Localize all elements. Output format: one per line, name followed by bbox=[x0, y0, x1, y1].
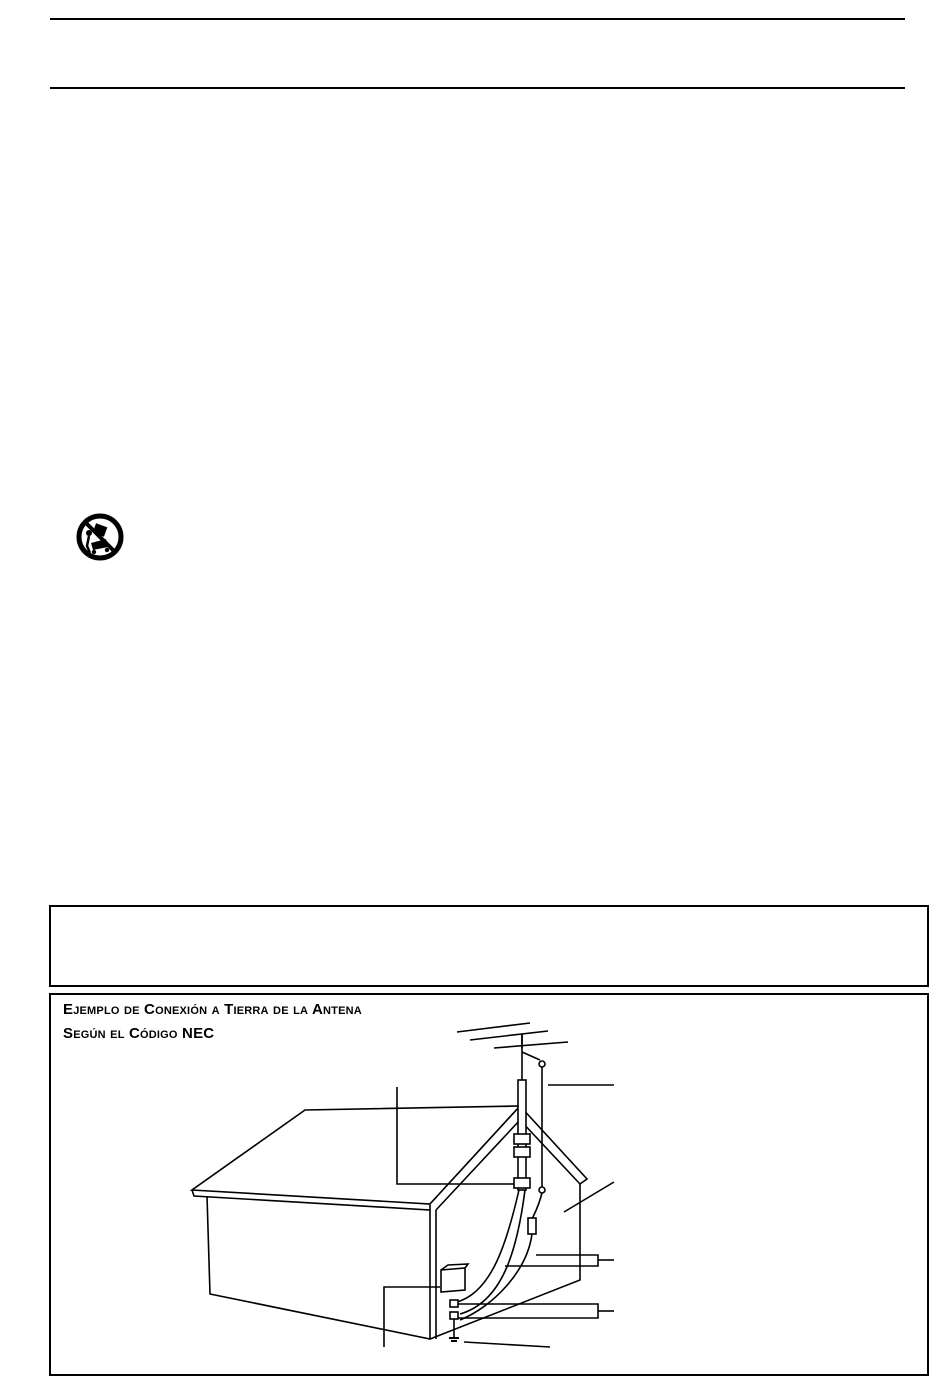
antenna-grounding-diagram-box bbox=[49, 993, 929, 1376]
notice-box bbox=[49, 905, 929, 987]
header-rule-bottom bbox=[50, 87, 905, 89]
cart-tip-over-warning-icon bbox=[76, 513, 124, 561]
antenna-grounding-illustration bbox=[51, 995, 927, 1374]
diagram-title-line2: Según el Código NEC bbox=[63, 1025, 215, 1042]
diagram-title-line1: Ejemplo de Conexión a Tierra de la Antena bbox=[63, 1001, 362, 1018]
header-rule-top bbox=[50, 18, 905, 20]
grounding-hardware bbox=[441, 1264, 468, 1341]
